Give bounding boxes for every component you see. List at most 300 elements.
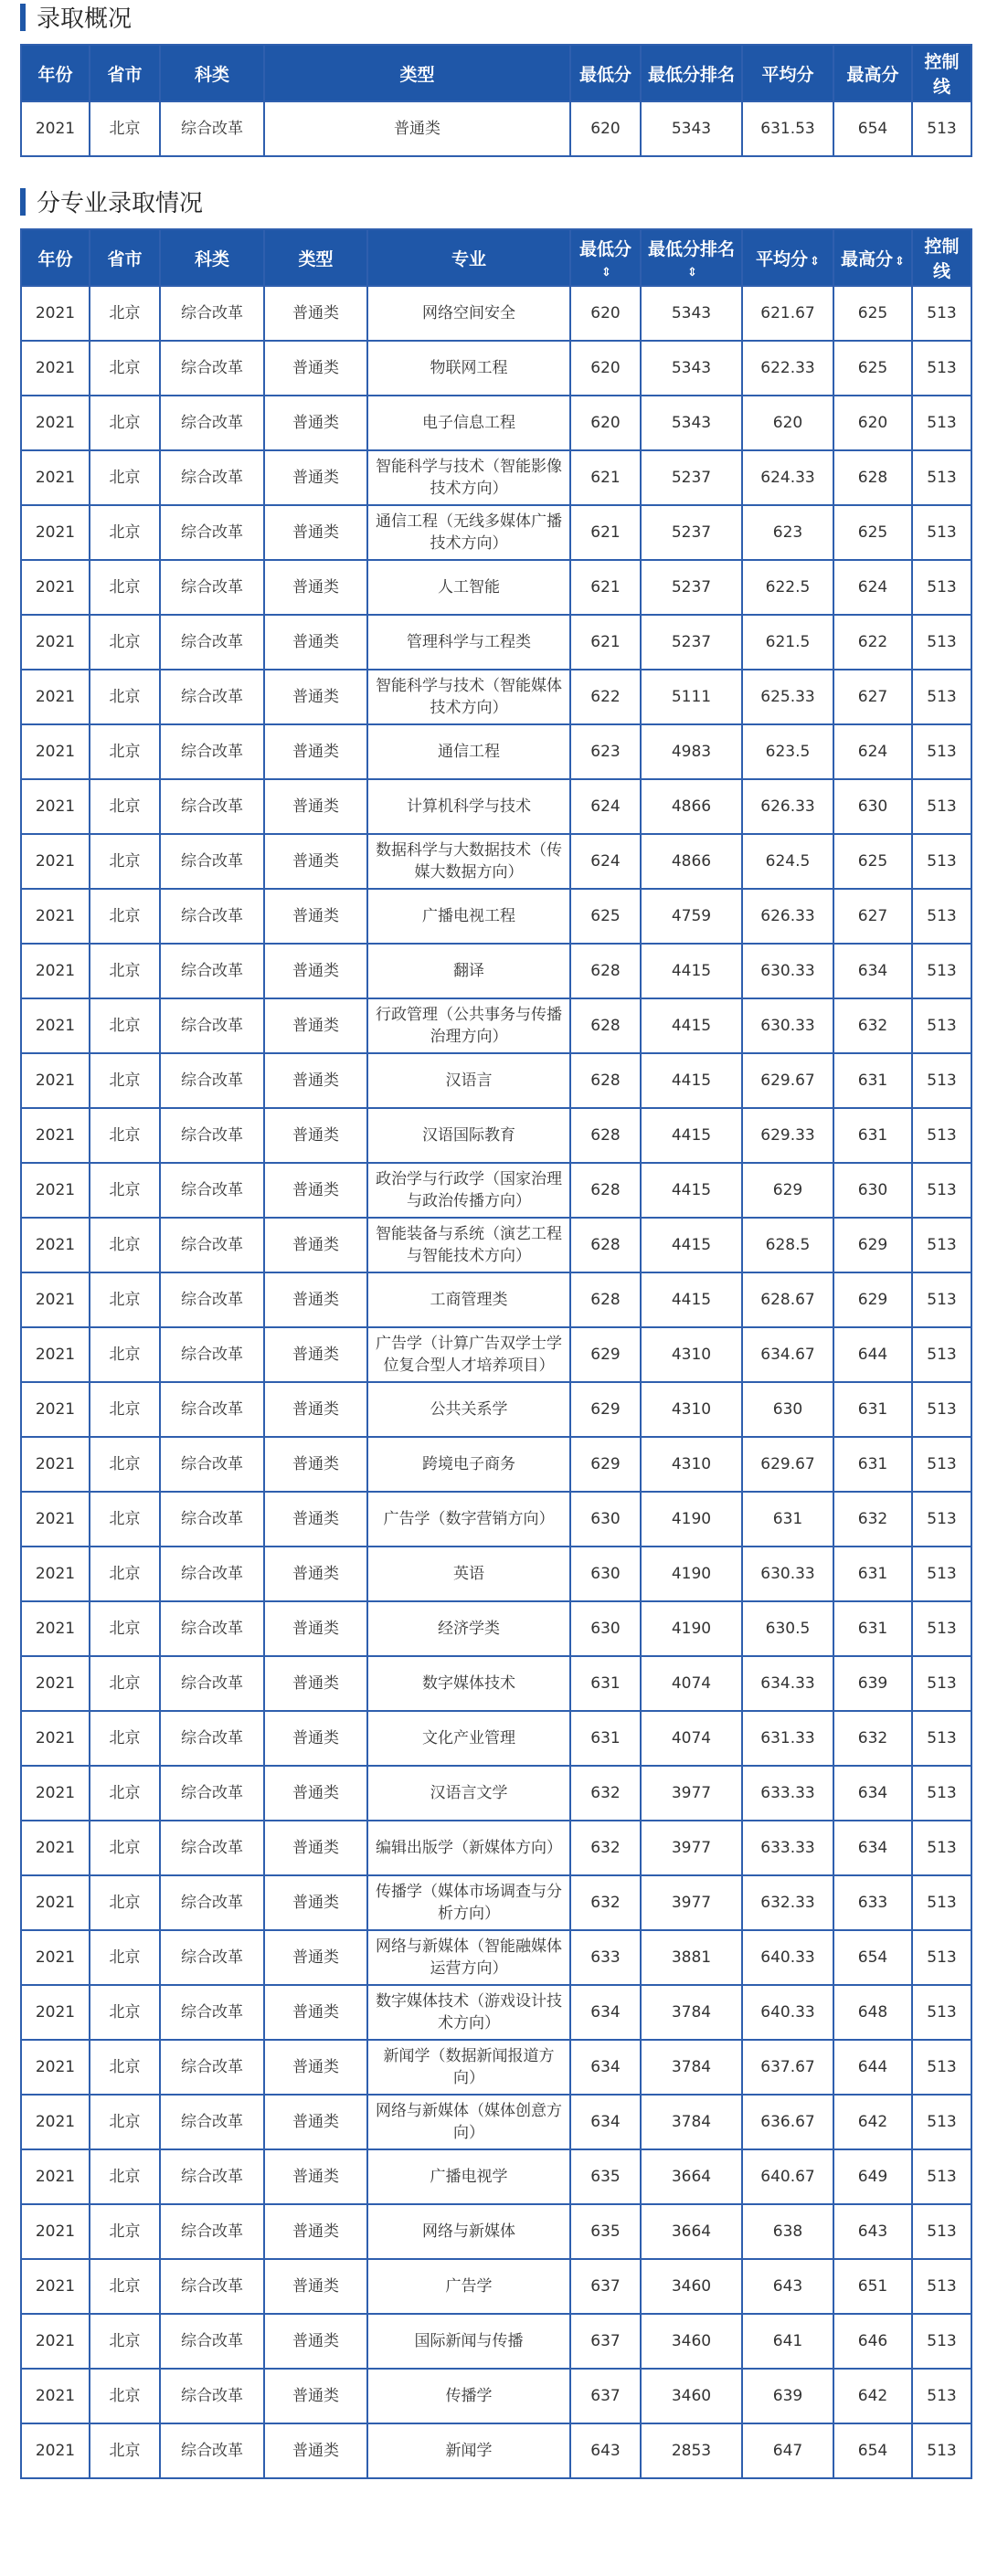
section-title: 录取概况 bbox=[37, 5, 133, 33]
table-cell: 普通类 bbox=[264, 615, 367, 670]
table-cell: 广告学 bbox=[367, 2259, 570, 2314]
table-cell: 633 bbox=[570, 1930, 641, 1985]
table-cell: 数字媒体技术 bbox=[367, 1656, 570, 1711]
table-cell: 620 bbox=[570, 286, 641, 341]
table-cell: 637 bbox=[570, 2259, 641, 2314]
table-cell: 513 bbox=[912, 2204, 971, 2259]
table-cell: 北京 bbox=[90, 1821, 160, 1875]
table-cell: 普通类 bbox=[264, 1601, 367, 1656]
table-cell: 626.33 bbox=[742, 889, 833, 944]
table-cell: 621.67 bbox=[742, 286, 833, 341]
table-cell: 513 bbox=[912, 2259, 971, 2314]
column-header-label: 控制线 bbox=[924, 52, 960, 97]
table-cell: 632 bbox=[833, 1492, 912, 1547]
table-cell: 654 bbox=[833, 1930, 912, 1985]
table-cell: 综合改革 bbox=[160, 1821, 264, 1875]
table-cell: 北京 bbox=[90, 1437, 160, 1492]
table-cell: 632 bbox=[570, 1821, 641, 1875]
table-cell: 633 bbox=[833, 1875, 912, 1930]
table-cell: 629 bbox=[570, 1382, 641, 1437]
column-header bbox=[742, 45, 833, 101]
table-cell: 综合改革 bbox=[160, 615, 264, 670]
table-row bbox=[21, 2040, 971, 2095]
table-cell: 5343 bbox=[641, 286, 742, 341]
table-cell: 628 bbox=[570, 1218, 641, 1272]
table-cell: 634 bbox=[570, 1985, 641, 2040]
table-cell: 640.33 bbox=[742, 1985, 833, 2040]
table-cell: 4190 bbox=[641, 1547, 742, 1601]
table-cell: 北京 bbox=[90, 2314, 160, 2369]
table-cell: 620 bbox=[570, 101, 641, 156]
table-cell: 编辑出版学（新媒体方向） bbox=[367, 1821, 570, 1875]
column-header bbox=[160, 45, 264, 101]
table-cell: 621 bbox=[570, 615, 641, 670]
table-cell: 网络与新媒体（媒体创意方向） bbox=[367, 2095, 570, 2149]
column-header bbox=[833, 45, 912, 101]
table-cell: 综合改革 bbox=[160, 834, 264, 889]
table-cell: 2021 bbox=[21, 1272, 90, 1327]
sort-arrows-icon[interactable]: ⇕ bbox=[687, 265, 697, 280]
table-cell: 639 bbox=[833, 1656, 912, 1711]
table-cell: 综合改革 bbox=[160, 1218, 264, 1272]
table-row bbox=[21, 1218, 971, 1272]
table-cell: 648 bbox=[833, 1985, 912, 2040]
table-cell: 北京 bbox=[90, 1327, 160, 1382]
table-cell: 2021 bbox=[21, 286, 90, 341]
table-cell: 513 bbox=[912, 1053, 971, 1108]
table-cell: 632 bbox=[833, 998, 912, 1053]
table-cell: 647 bbox=[742, 2423, 833, 2478]
table-cell: 普通类 bbox=[264, 2369, 367, 2423]
table-row bbox=[21, 1601, 971, 1656]
table-row bbox=[21, 1766, 971, 1821]
table-cell: 普通类 bbox=[264, 1218, 367, 1272]
table-cell: 621.5 bbox=[742, 615, 833, 670]
table-cell: 北京 bbox=[90, 1272, 160, 1327]
table-cell: 综合改革 bbox=[160, 1437, 264, 1492]
table-cell: 普通类 bbox=[264, 560, 367, 615]
table-cell: 2021 bbox=[21, 1492, 90, 1547]
table-cell: 4415 bbox=[641, 1218, 742, 1272]
table-cell: 2021 bbox=[21, 724, 90, 779]
table-cell: 628.67 bbox=[742, 1272, 833, 1327]
table-cell: 普通类 bbox=[264, 1930, 367, 1985]
table-cell: 2021 bbox=[21, 2095, 90, 2149]
table-cell: 622.33 bbox=[742, 341, 833, 396]
table-cell: 综合改革 bbox=[160, 1492, 264, 1547]
table-row bbox=[21, 2095, 971, 2149]
table-cell: 642 bbox=[833, 2369, 912, 2423]
table-cell: 625 bbox=[833, 505, 912, 560]
table-cell: 综合改革 bbox=[160, 2149, 264, 2204]
table-cell: 2021 bbox=[21, 2204, 90, 2259]
table-cell: 641 bbox=[742, 2314, 833, 2369]
table-cell: 人工智能 bbox=[367, 560, 570, 615]
table-cell: 北京 bbox=[90, 889, 160, 944]
table-cell: 634 bbox=[833, 944, 912, 998]
table-cell: 综合改革 bbox=[160, 944, 264, 998]
table-cell: 4866 bbox=[641, 779, 742, 834]
sort-arrows-icon[interactable]: ⇕ bbox=[601, 265, 611, 280]
table-cell: 2021 bbox=[21, 2259, 90, 2314]
column-header-label: 类型 bbox=[399, 64, 435, 85]
table-cell: 5237 bbox=[641, 505, 742, 560]
table-cell: 2021 bbox=[21, 615, 90, 670]
table-cell: 513 bbox=[912, 2369, 971, 2423]
table-cell: 普通类 bbox=[264, 1766, 367, 1821]
column-header[interactable] bbox=[742, 229, 833, 286]
column-header bbox=[912, 229, 971, 286]
table-row bbox=[21, 1875, 971, 1930]
table-cell: 624.5 bbox=[742, 834, 833, 889]
table-cell: 630.33 bbox=[742, 1547, 833, 1601]
table-cell: 628 bbox=[570, 1108, 641, 1163]
table-cell: 综合改革 bbox=[160, 998, 264, 1053]
table-cell: 综合改革 bbox=[160, 1272, 264, 1327]
table-cell: 3784 bbox=[641, 2040, 742, 2095]
table-cell: 630 bbox=[570, 1492, 641, 1547]
table-cell: 513 bbox=[912, 1985, 971, 2040]
table-cell: 北京 bbox=[90, 1711, 160, 1766]
table-cell: 2021 bbox=[21, 341, 90, 396]
table-cell: 数字媒体技术（游戏设计技术方向） bbox=[367, 1985, 570, 2040]
table-cell: 4310 bbox=[641, 1382, 742, 1437]
table-cell: 4415 bbox=[641, 1108, 742, 1163]
table-cell: 643 bbox=[742, 2259, 833, 2314]
table-cell: 635 bbox=[570, 2149, 641, 2204]
table-row bbox=[21, 1382, 971, 1437]
table-cell: 普通类 bbox=[264, 1437, 367, 1492]
table-cell: 513 bbox=[912, 779, 971, 834]
table-cell: 北京 bbox=[90, 505, 160, 560]
table-cell: 631 bbox=[570, 1711, 641, 1766]
table-cell: 625 bbox=[570, 889, 641, 944]
table-cell: 综合改革 bbox=[160, 670, 264, 724]
table-cell: 640.33 bbox=[742, 1930, 833, 1985]
table-cell: 622 bbox=[570, 670, 641, 724]
table-cell: 4866 bbox=[641, 834, 742, 889]
table-cell: 625 bbox=[833, 286, 912, 341]
table-cell: 639 bbox=[742, 2369, 833, 2423]
table-cell: 通信工程（无线多媒体广播技术方向） bbox=[367, 505, 570, 560]
table-cell: 513 bbox=[912, 889, 971, 944]
column-header-label: 平均分 bbox=[761, 64, 814, 85]
table-row bbox=[21, 1272, 971, 1327]
table-cell: 513 bbox=[912, 1547, 971, 1601]
table-row bbox=[21, 2314, 971, 2369]
section-title: 分专业录取情况 bbox=[37, 190, 204, 217]
table-cell: 625 bbox=[833, 341, 912, 396]
table-cell: 633.33 bbox=[742, 1766, 833, 1821]
table-cell: 传播学（媒体市场调查与分析方向） bbox=[367, 1875, 570, 1930]
table-cell: 综合改革 bbox=[160, 2259, 264, 2314]
table-cell: 普通类 bbox=[264, 1547, 367, 1601]
table-cell: 公共关系学 bbox=[367, 1382, 570, 1437]
table-cell: 综合改革 bbox=[160, 1163, 264, 1218]
column-header-label: 最高分 bbox=[841, 248, 894, 269]
table-row bbox=[21, 779, 971, 834]
column-header-label: 类型 bbox=[298, 248, 334, 269]
table-cell: 513 bbox=[912, 998, 971, 1053]
sort-arrows-icon[interactable]: ⇕ bbox=[810, 254, 820, 269]
table-cell: 北京 bbox=[90, 560, 160, 615]
column-header-label: 省市 bbox=[107, 64, 143, 85]
table-cell: 630 bbox=[833, 1163, 912, 1218]
table-cell: 综合改革 bbox=[160, 1656, 264, 1711]
table-cell: 2021 bbox=[21, 779, 90, 834]
table-cell: 通信工程 bbox=[367, 724, 570, 779]
table-cell: 管理科学与工程类 bbox=[367, 615, 570, 670]
table-cell: 综合改革 bbox=[160, 1711, 264, 1766]
table-cell: 2021 bbox=[21, 1601, 90, 1656]
table-cell: 综合改革 bbox=[160, 101, 264, 156]
table-cell: 综合改革 bbox=[160, 2095, 264, 2149]
table-cell: 北京 bbox=[90, 1163, 160, 1218]
table-cell: 北京 bbox=[90, 944, 160, 998]
sort-arrows-icon[interactable]: ⇕ bbox=[895, 254, 905, 269]
table-cell: 传播学 bbox=[367, 2369, 570, 2423]
table-cell: 综合改革 bbox=[160, 1930, 264, 1985]
table-cell: 北京 bbox=[90, 1601, 160, 1656]
table-cell: 640.67 bbox=[742, 2149, 833, 2204]
table-cell: 综合改革 bbox=[160, 2040, 264, 2095]
table-cell: 广播电视学 bbox=[367, 2149, 570, 2204]
table-cell: 跨境电子商务 bbox=[367, 1437, 570, 1492]
table-cell: 3460 bbox=[641, 2314, 742, 2369]
table-cell: 工商管理类 bbox=[367, 1272, 570, 1327]
table-cell: 2021 bbox=[21, 396, 90, 450]
column-header bbox=[21, 229, 90, 286]
table-cell: 622 bbox=[833, 615, 912, 670]
table-cell: 2021 bbox=[21, 1218, 90, 1272]
table-cell: 2021 bbox=[21, 670, 90, 724]
table-cell: 3460 bbox=[641, 2259, 742, 2314]
table-cell: 综合改革 bbox=[160, 1053, 264, 1108]
table-cell: 620 bbox=[833, 396, 912, 450]
table-row bbox=[21, 1547, 971, 1601]
table-cell: 626.33 bbox=[742, 779, 833, 834]
table-cell: 631 bbox=[833, 1547, 912, 1601]
column-header[interactable] bbox=[641, 229, 742, 286]
table-cell: 综合改革 bbox=[160, 2423, 264, 2478]
table-cell: 513 bbox=[912, 286, 971, 341]
table-cell: 2021 bbox=[21, 1163, 90, 1218]
table-cell: 623.5 bbox=[742, 724, 833, 779]
table-cell: 网络与新媒体（智能融媒体运营方向） bbox=[367, 1930, 570, 1985]
table-cell: 4415 bbox=[641, 998, 742, 1053]
table-cell: 2853 bbox=[641, 2423, 742, 2478]
table-cell: 3977 bbox=[641, 1766, 742, 1821]
table-cell: 北京 bbox=[90, 396, 160, 450]
table-cell: 综合改革 bbox=[160, 1985, 264, 2040]
table-cell: 632 bbox=[570, 1766, 641, 1821]
table-cell: 634.67 bbox=[742, 1327, 833, 1382]
table-cell: 620 bbox=[570, 396, 641, 450]
table-cell: 北京 bbox=[90, 1053, 160, 1108]
table-row bbox=[21, 1437, 971, 1492]
table-cell: 普通类 bbox=[264, 1821, 367, 1875]
table-cell: 普通类 bbox=[264, 1272, 367, 1327]
heading-accent-bar bbox=[20, 188, 26, 216]
table-row bbox=[21, 560, 971, 615]
table-cell: 2021 bbox=[21, 101, 90, 156]
table-cell: 2021 bbox=[21, 1711, 90, 1766]
table-cell: 综合改革 bbox=[160, 396, 264, 450]
table-cell: 北京 bbox=[90, 998, 160, 1053]
table-cell: 5343 bbox=[641, 396, 742, 450]
table-cell: 汉语言 bbox=[367, 1053, 570, 1108]
table-cell: 2021 bbox=[21, 1930, 90, 1985]
table-cell: 634 bbox=[833, 1821, 912, 1875]
column-header-label: 控制线 bbox=[924, 237, 960, 281]
table-cell: 631 bbox=[833, 1108, 912, 1163]
table-cell: 北京 bbox=[90, 1382, 160, 1437]
table-cell: 综合改革 bbox=[160, 1547, 264, 1601]
table-cell: 普通类 bbox=[264, 1656, 367, 1711]
table-cell: 513 bbox=[912, 944, 971, 998]
column-header-label: 年份 bbox=[37, 64, 73, 85]
column-header bbox=[21, 45, 90, 101]
table-cell: 4074 bbox=[641, 1711, 742, 1766]
table-cell: 3881 bbox=[641, 1930, 742, 1985]
table-cell: 629 bbox=[570, 1437, 641, 1492]
table-cell: 北京 bbox=[90, 1218, 160, 1272]
table-cell: 北京 bbox=[90, 1547, 160, 1601]
table-cell: 624 bbox=[570, 834, 641, 889]
table-cell: 627 bbox=[833, 670, 912, 724]
table-cell: 621 bbox=[570, 505, 641, 560]
table-cell: 630 bbox=[833, 779, 912, 834]
table-cell: 普通类 bbox=[264, 2423, 367, 2478]
table-row bbox=[21, 1821, 971, 1875]
column-header bbox=[264, 229, 367, 286]
table-cell: 普通类 bbox=[264, 1382, 367, 1437]
column-header[interactable] bbox=[833, 229, 912, 286]
table-row bbox=[21, 286, 971, 341]
table-cell: 624 bbox=[833, 560, 912, 615]
table-cell: 2021 bbox=[21, 998, 90, 1053]
table-cell: 4074 bbox=[641, 1656, 742, 1711]
table-cell: 普通类 bbox=[264, 998, 367, 1053]
table-row bbox=[21, 889, 971, 944]
table-cell: 635 bbox=[570, 2204, 641, 2259]
column-header[interactable] bbox=[570, 229, 641, 286]
table-cell: 631 bbox=[833, 1601, 912, 1656]
table-cell: 637 bbox=[570, 2369, 641, 2423]
column-header-label: 平均分 bbox=[756, 248, 809, 269]
table-cell: 5343 bbox=[641, 341, 742, 396]
table-cell: 513 bbox=[912, 1930, 971, 1985]
table-cell: 普通类 bbox=[264, 1327, 367, 1382]
table-cell: 4415 bbox=[641, 944, 742, 998]
table-cell: 513 bbox=[912, 1272, 971, 1327]
table-cell: 654 bbox=[833, 101, 912, 156]
table-cell: 综合改革 bbox=[160, 560, 264, 615]
table-cell: 630 bbox=[570, 1547, 641, 1601]
table-cell: 普通类 bbox=[264, 670, 367, 724]
table-cell: 广告学（计算广告双学士学位复合型人才培养项目） bbox=[367, 1327, 570, 1382]
table-cell: 513 bbox=[912, 1711, 971, 1766]
table-cell: 综合改革 bbox=[160, 450, 264, 505]
table-cell: 513 bbox=[912, 450, 971, 505]
table-cell: 628 bbox=[833, 450, 912, 505]
column-header-label: 最低分 bbox=[578, 238, 631, 259]
table-cell: 624 bbox=[570, 779, 641, 834]
table-cell: 3784 bbox=[641, 1985, 742, 2040]
table-cell: 631.53 bbox=[742, 101, 833, 156]
table-cell: 634 bbox=[833, 1766, 912, 1821]
table-cell: 计算机科学与技术 bbox=[367, 779, 570, 834]
table-row bbox=[21, 1711, 971, 1766]
table-cell: 513 bbox=[912, 2423, 971, 2478]
table-row bbox=[21, 2259, 971, 2314]
table-cell: 642 bbox=[833, 2095, 912, 2149]
table-cell: 2021 bbox=[21, 1656, 90, 1711]
column-header bbox=[160, 229, 264, 286]
table-row bbox=[21, 1656, 971, 1711]
table-cell: 637 bbox=[570, 2314, 641, 2369]
table-cell: 北京 bbox=[90, 1985, 160, 2040]
table-cell: 513 bbox=[912, 396, 971, 450]
column-header-label: 科类 bbox=[194, 64, 229, 85]
table-cell: 普通类 bbox=[264, 505, 367, 560]
table-cell: 5237 bbox=[641, 560, 742, 615]
column-header-label: 最高分 bbox=[846, 64, 899, 85]
table-cell: 2021 bbox=[21, 1437, 90, 1492]
table-cell: 综合改革 bbox=[160, 505, 264, 560]
table-cell: 4310 bbox=[641, 1437, 742, 1492]
table-cell: 629.33 bbox=[742, 1108, 833, 1163]
table-cell: 621 bbox=[570, 560, 641, 615]
table-cell: 629 bbox=[742, 1163, 833, 1218]
table-cell: 网络与新媒体 bbox=[367, 2204, 570, 2259]
table-cell: 网络空间安全 bbox=[367, 286, 570, 341]
column-header-label: 科类 bbox=[194, 248, 229, 269]
table-cell: 4310 bbox=[641, 1327, 742, 1382]
table-cell: 622.5 bbox=[742, 560, 833, 615]
table-cell: 国际新闻与传播 bbox=[367, 2314, 570, 2369]
table-cell: 638 bbox=[742, 2204, 833, 2259]
column-header-label: 最低分排名 bbox=[647, 238, 735, 259]
table-cell: 3664 bbox=[641, 2149, 742, 2204]
column-header bbox=[641, 45, 742, 101]
table-cell: 513 bbox=[912, 670, 971, 724]
table-cell: 普通类 bbox=[264, 1492, 367, 1547]
overview-table bbox=[20, 44, 972, 157]
table-cell: 4759 bbox=[641, 889, 742, 944]
table-cell: 2021 bbox=[21, 1547, 90, 1601]
table-cell: 北京 bbox=[90, 670, 160, 724]
column-header-label: 最低分 bbox=[578, 64, 631, 85]
table-cell: 637.67 bbox=[742, 2040, 833, 2095]
table-cell: 4415 bbox=[641, 1053, 742, 1108]
table-cell: 新闻学 bbox=[367, 2423, 570, 2478]
table-row bbox=[21, 944, 971, 998]
table-cell: 普通类 bbox=[264, 2149, 367, 2204]
table-cell: 4415 bbox=[641, 1163, 742, 1218]
table-cell: 513 bbox=[912, 1382, 971, 1437]
table-cell: 627 bbox=[833, 889, 912, 944]
table-cell: 628 bbox=[570, 998, 641, 1053]
table-cell: 广播电视工程 bbox=[367, 889, 570, 944]
table-cell: 普通类 bbox=[264, 1163, 367, 1218]
table-row bbox=[21, 1163, 971, 1218]
table-cell: 631 bbox=[570, 1656, 641, 1711]
table-cell: 628.5 bbox=[742, 1218, 833, 1272]
table-cell: 513 bbox=[912, 2314, 971, 2369]
table-cell: 513 bbox=[912, 2095, 971, 2149]
column-header bbox=[90, 45, 160, 101]
